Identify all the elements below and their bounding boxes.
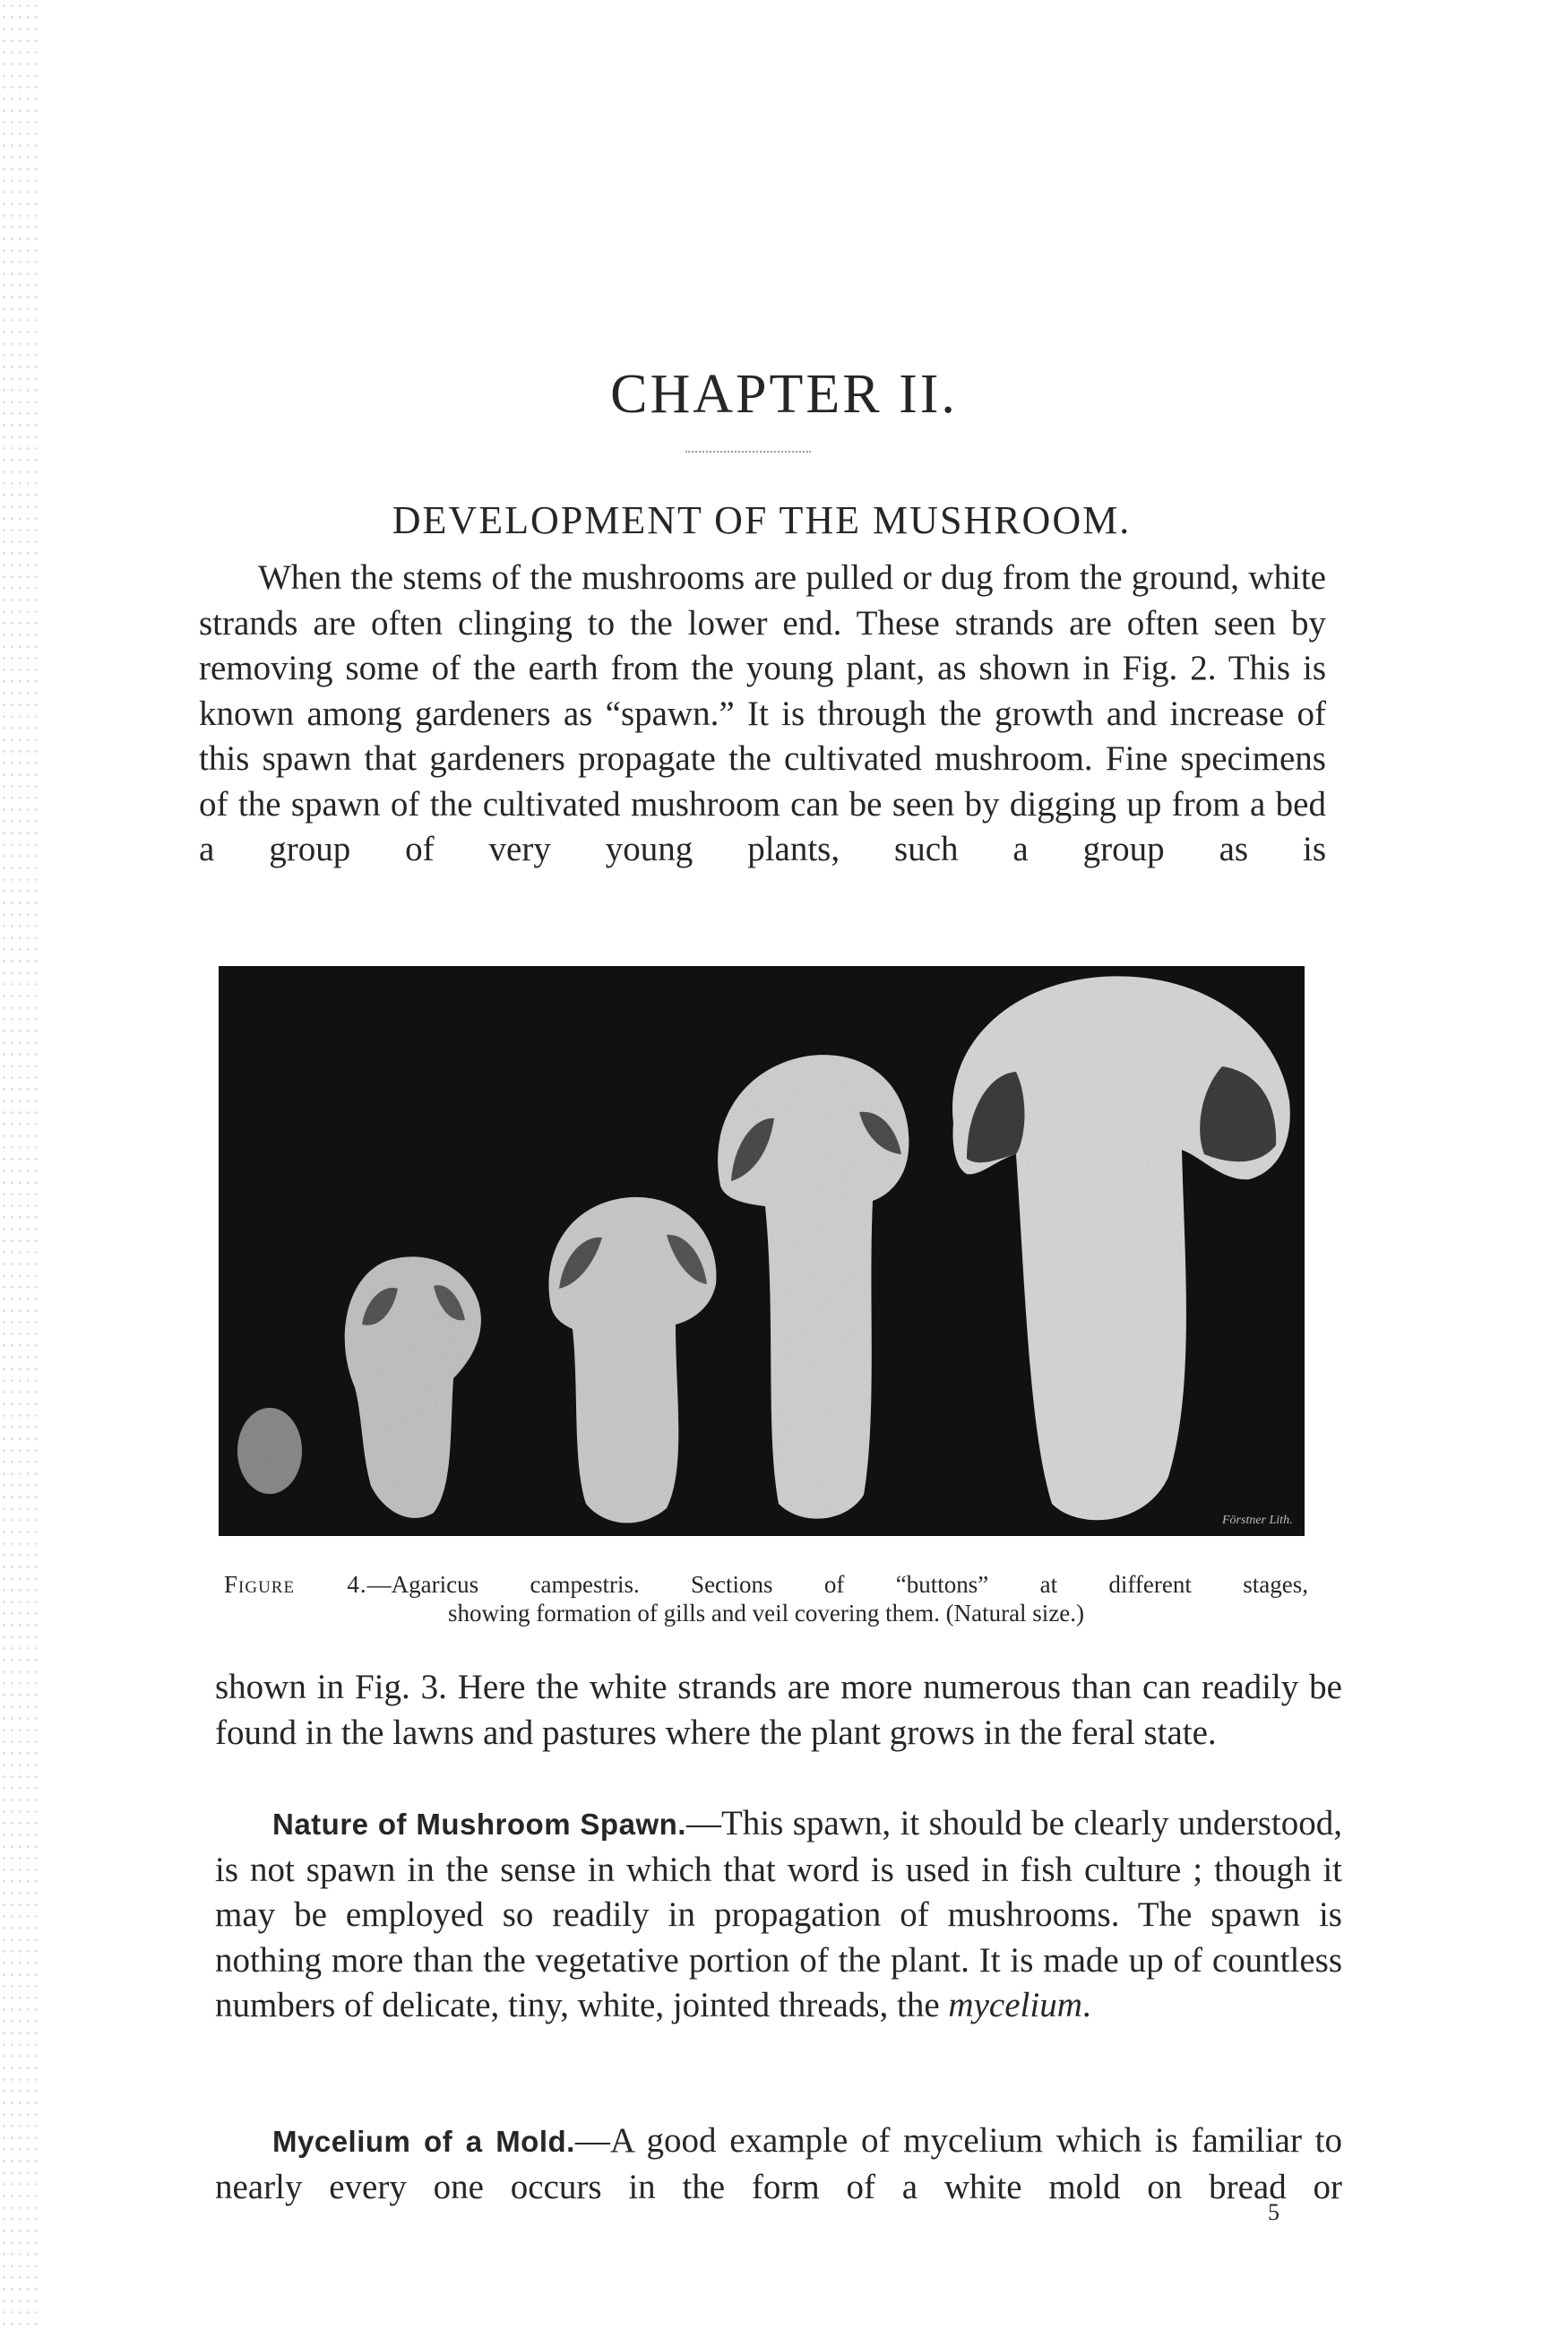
paragraph-nature-of-spawn: [215, 1801, 1342, 2029]
caption-line-1: [224, 1570, 1308, 1599]
chapter-title: CHAPTER II.: [610, 364, 958, 425]
italic-term-mycelium: mycelium: [948, 1986, 1082, 2024]
figure-label: Figure 4.: [224, 1571, 367, 1598]
figure-photograph: [219, 966, 1305, 1536]
caption-line-2: showing formation of gills and veil covering them. (Natural size.): [447, 1600, 1085, 1627]
paragraph-intro: When the stems of the mushrooms are pulled or dug from the ground, white strands are often clinging to the lower end. These strands are often seen by removing some of the earth from the young plant, as shown in Fig. 2. This is known among gardeners as “spawn.” It is through the growth and increase of this spawn that gardeners propagate the cultivated mushroom. Fine specimens of the spawn of the cultivated mushroom can be seen by digging up from a bed a group of very young plants, such a group as is: [199, 558, 1326, 868]
section-title: DEVELOPMENT OF THE MUSHROOM.: [392, 498, 1132, 542]
runin-heading-spawn: Nature of Mushroom Spawn.: [272, 1808, 686, 1841]
paragraph-text-end: .: [1081, 1986, 1091, 2024]
paragraph-text: —A good example of mycelium which is familiar to nearly every one occurs in the form of a white mold on bread or: [215, 2121, 1342, 2206]
engraver-signature: Förstner Lith.: [1222, 1514, 1293, 1527]
runin-heading-mold: Mycelium of a Mold.: [272, 2125, 575, 2158]
mushroom-sections-illustration: [219, 966, 1305, 1536]
paragraph-continuation: shown in Fig. 3. Here the white strands are more numerous than can readily be found in the lawns and pastures where the plant grows in the feral state.: [215, 1668, 1342, 1752]
paragraph-text: —This spawn, it should be clearly understood, is not spawn in the sense in which that word is used in fish culture ; though it may be employed so readily in propagation of mushrooms. The spawn is nothing more than the vegetative portion of the plant. It is made up of countless numbers of delicate, tiny, white, jointed threads, the: [215, 1804, 1342, 2024]
paragraph-mycelium-of-mold: [215, 2119, 1342, 2210]
caption-text-1: —Agaricus campestris. Sections of “buttons” at different stages,: [366, 1571, 1308, 1598]
figure-caption: [224, 1570, 1308, 1627]
page-number: 5: [1268, 2199, 1279, 2225]
mushroom-stage-1: [237, 1408, 302, 1494]
decorative-rule: [685, 451, 811, 453]
page-edge-shadow: [0, 0, 38, 2330]
